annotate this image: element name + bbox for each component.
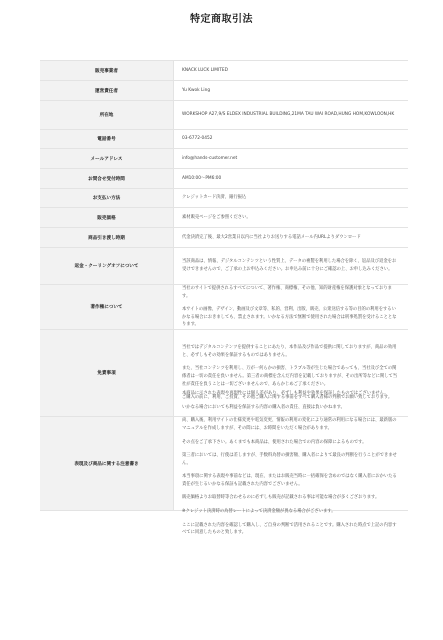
table-row-seller	[40, 61, 408, 81]
table-row-inquiry-hours	[40, 169, 408, 189]
row-value	[174, 149, 408, 168]
row-value-paragraph: AM10:00～PM6:00	[182, 175, 222, 181]
row-value-paragraph: KNACK LUCK LIMITED	[182, 67, 228, 73]
row-value	[174, 248, 408, 284]
row-value	[174, 189, 408, 207]
table-row-copyright	[40, 285, 408, 330]
row-label: 運営責任者	[40, 81, 174, 100]
row-value-paragraph: また、当社コンテンツを利用し、万が一何らかの損害、トラブル等が生じた場合であっても、当社及び全ての関係者は一切の責任を負いません。第三者の商標を含んだ内容を記載しておりますが、その出所等などに関して当社が責任を負うことは一切ございませんので、あらかじめご了承ください。	[182, 366, 398, 387]
row-value-paragraph: ※クレジット決済時の為替レートによって決済金額が異なる場合がございます。	[182, 509, 336, 515]
row-value-paragraph: 代金決済完了後、最大2営業日以内に当社よりお送りする電話メール内URLよりダウンロード	[182, 234, 361, 240]
table-row-manager	[40, 81, 408, 101]
row-value-paragraph: Yu Kwok Ling	[182, 87, 211, 93]
row-value-paragraph: 当社ではデジタルコンテンツを提供することにあたり、本作品及び作品で提供に関しておりますが、商品の効用と、必ずしもその効果を保証するものではありません。	[182, 345, 397, 358]
row-value-paragraph: その点をご了承下さい。あくまでも本商品は、使用された場合での内容の保障によるものです。	[182, 439, 367, 445]
row-value	[174, 169, 408, 188]
table-row-delivery-time	[40, 228, 408, 248]
row-value	[174, 208, 408, 227]
row-value	[174, 285, 408, 329]
row-value-paragraph: 当該商品は、情報、デジタルコンテンツという性質上、データの複製を利用した場合を除く、返品及び返金をお受けできませんので、ご了承の上お申込みください。お申込み前に十分にご確認の上、お申し込みください。	[182, 259, 397, 272]
row-value	[174, 101, 408, 129]
page-title: 特定商取引法	[190, 14, 253, 25]
row-value	[174, 228, 408, 247]
row-value-paragraph: ご購入の前に、利用、ご投資、その他ご購入に関する事前をすべて購入者様の判断でお願い致しております。	[182, 395, 393, 401]
row-value-paragraph: info@hands-customer.net	[182, 155, 238, 161]
row-label: 電話番号	[40, 130, 174, 148]
legal-info-table	[40, 60, 408, 536]
row-value-paragraph: クレジットカード決済、銀行振込	[182, 195, 247, 201]
row-value-paragraph: 素材販売ページをご参照ください。	[182, 214, 251, 220]
table-row-refund	[40, 248, 408, 285]
row-label: お問合せ受付時間	[40, 169, 174, 188]
table-row-phone	[40, 130, 408, 149]
table-row-address	[40, 101, 408, 130]
row-value-paragraph: WORKSHOP A27,9/S ELDEX INDUSTRIAL BUILDING,21MA TAU WAI ROAD,HUNG HOM,KOWLOON,HK	[182, 112, 395, 118]
row-label: 所在地	[40, 101, 174, 129]
row-label: 商品引き渡し時期	[40, 228, 174, 247]
row-value	[174, 61, 408, 80]
row-value-paragraph: 尚、購入後、利用サイトの仕様変更や電気変更、情報の利用の変化により通常の利用になる場合には、最新版のマニュアルを作成しますが、その間には、お時間をいただく場合があります。	[182, 418, 397, 431]
table-row-price	[40, 208, 408, 228]
row-value	[174, 130, 408, 148]
row-value-paragraph: 当社のサイトで提供されるすべてについて、著作権、商標権、その他、知的財産権を保護対象となっております。	[182, 286, 392, 299]
row-label: 返金・クーリングオフについて	[40, 248, 174, 284]
row-value	[174, 81, 408, 100]
row-label: 免責事項	[40, 330, 174, 416]
row-value-paragraph: 03-6772-0452	[182, 136, 213, 142]
row-value-paragraph: いかなる場合においても利益を保証する内容の購入者の責任、直接は負いかねます。	[182, 404, 345, 410]
row-label: お支払い方法	[40, 189, 174, 207]
row-label: 販売価格	[40, 208, 174, 227]
row-value-paragraph: 本商品に示された表現や再現性には個人差があり、必ずしも利益や効果を保証したものではございません。	[182, 391, 389, 397]
row-label: 販売事業者	[40, 61, 174, 80]
row-value-paragraph: 販売価格よりお取替時等合わせるのに必ずしも販売が記載される事は可能な場合が多くござおります。	[182, 495, 380, 501]
table-row-email	[40, 149, 408, 169]
row-value-paragraph: 第三者においては、行使は差しますが、手数料為替の損害額、購入者によりて最良の判断を行うことができません。	[182, 453, 397, 466]
row-label: 表現及び商品に関する注意書き	[40, 417, 174, 510]
row-value-paragraph: 本サイトの画像、デザイン、動画及び文章等、私的、営利、出版、販売、公衆送信する等の目的の利用をするいかなる場合におきましても、禁止されます。いかなる方法で無断で使用された場合は刑事処罰を受けることとなります。	[182, 307, 397, 328]
row-label: メールアドレス	[40, 149, 174, 168]
table-row-payment-methods	[40, 189, 408, 208]
row-value-paragraph: ここに記載された内容を確認して購入し、ご自身の判断で活用されることです。購入された時点で上記の内容すべてに同意したものと致します。	[182, 522, 397, 536]
row-label: 著作権について	[40, 285, 174, 329]
row-value-paragraph: 本当事項に関する表現や事前などは、現在、またはお販売当時に一括確保を含めのではなく購入者におかいたる責任が生じるいかなる保証も記載された内容でございません。	[182, 474, 397, 487]
